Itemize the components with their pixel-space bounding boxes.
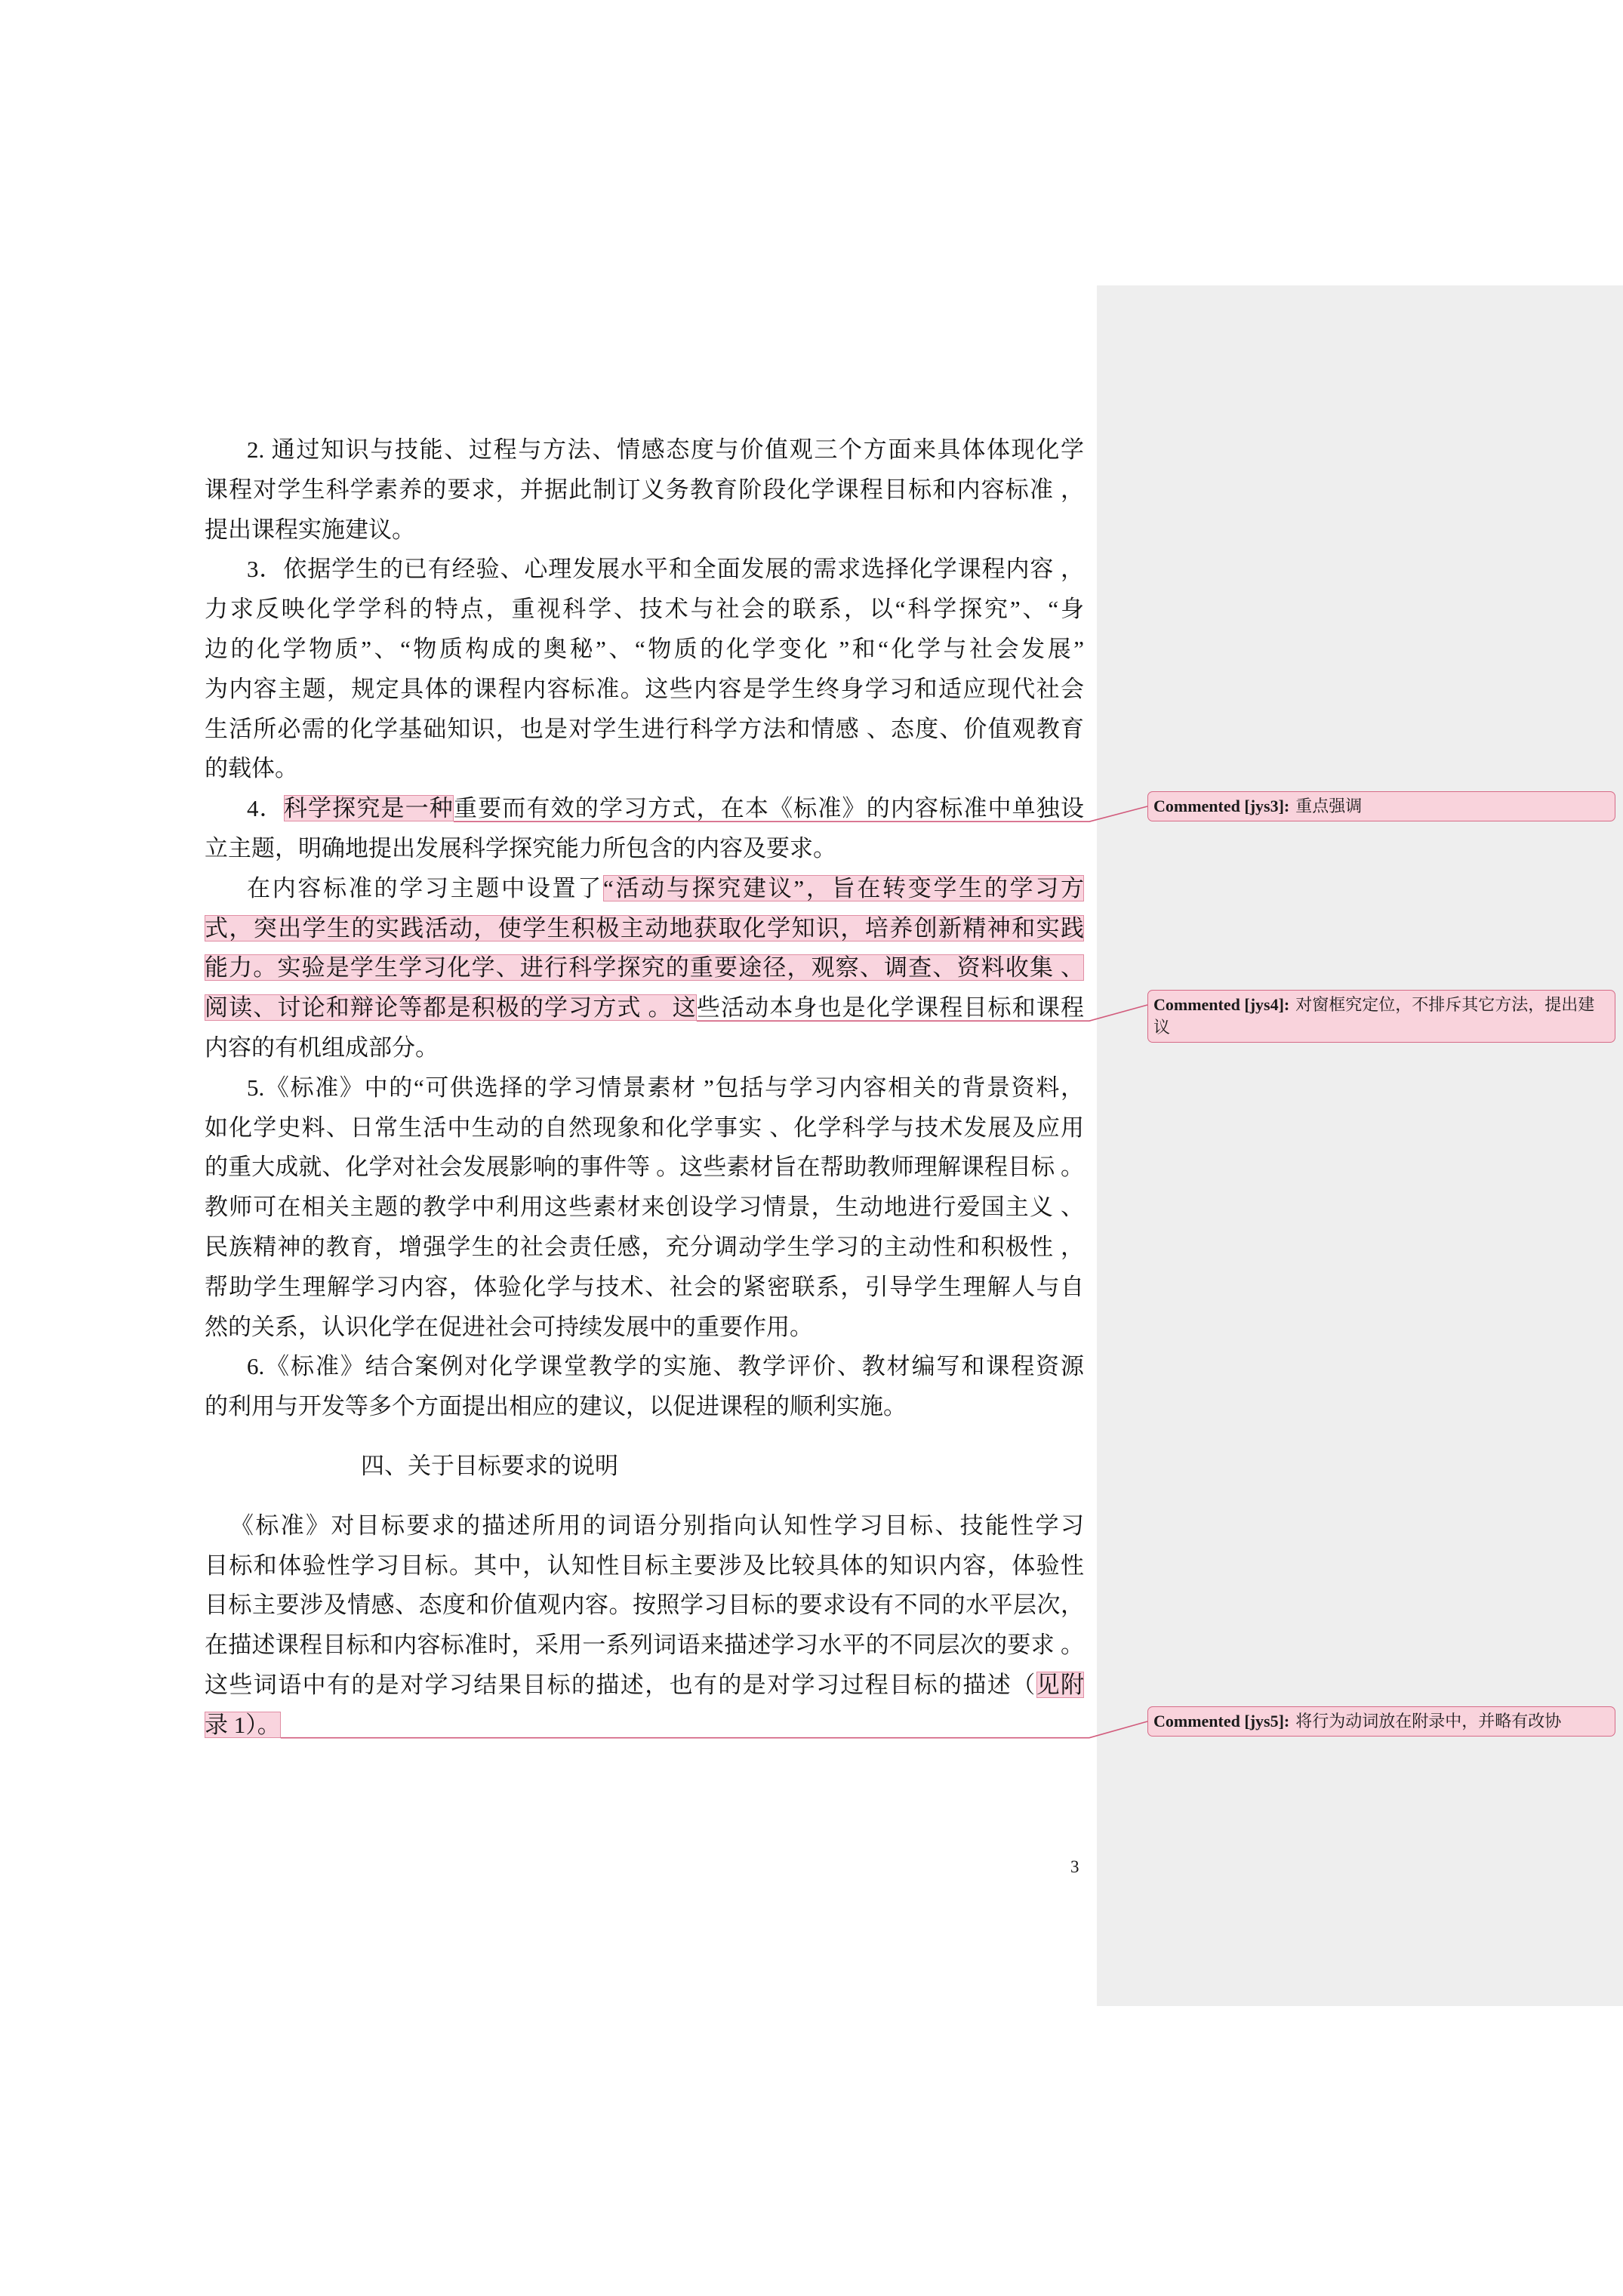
comment-balloon [1147,990,1615,1043]
commented-text-highlight: 见附 [1036,1671,1085,1698]
text-run: 边的化学物质”、“物质构成的奥秘”、“物质的化学变化 ”和“化学与社会发展” [205,635,1084,662]
text-run: 的重大成就、化学对社会发展影响的事件等 。这些素材旨在帮助教师理解课程目标 。 [205,1154,1084,1181]
text-run: 3．依据学生的已有经验、心理发展水平和全面发展的需求选择化学课程内容 ， [247,556,1084,583]
comment-text: 将行为动词放在附录中，并略有改协 [1295,1712,1562,1730]
text-line [205,1506,1084,1546]
text-run: 5.《标准》中的“可供选择的学习情景素材 ”包括与学习内容相关的背景资料， [247,1074,1084,1101]
text-line [205,869,1084,909]
text-run: 提出课程实施建议。 [205,516,415,543]
body-paragraph [205,869,1084,1068]
text-line [205,909,1084,949]
text-run: 6.《标准》结合案例对化学课堂教学的实施、教学评价、教材编写和课程资源 [247,1353,1084,1380]
text-run: 为内容主题，规定具体的课程内容标准。这些内容是学生终身学习和适应现代社会 [205,675,1084,702]
text-line [205,1546,1084,1586]
text-line [205,988,1084,1028]
body-paragraph [205,1347,1084,1427]
text-line [205,590,1084,630]
text-line [205,1308,1084,1348]
body-paragraph [205,1506,1084,1746]
text-run: 帮助学生理解学习内容，体验化学与技术、社会的紧密联系，引导学生理解人与自 [205,1273,1084,1300]
text-line [205,550,1084,590]
text-run: 然的关系，认识化学在促进社会可持续发展中的重要作用。 [205,1313,813,1340]
body-paragraph [205,789,1084,869]
section-heading: 四、关于目标要求的说明 [361,1452,618,1479]
text-line [205,1706,1084,1746]
document-body [205,430,1084,1746]
text-line [205,630,1084,670]
text-line [205,470,1084,510]
comment-author-label: Commented [jys3]: [1153,797,1290,815]
comment-pane [1097,285,1623,2006]
text-line [205,1347,1084,1387]
comment-author-label: Commented [jys4]: [1153,995,1290,1014]
text-run: 这些词语中有的是对学习结果目标的描述，也有的是对学习过程目标的描述（ [205,1671,1036,1698]
text-run: 2. 通过知识与技能、过程与方法、情感态度与价值观三个方面来具体体现化学 [247,436,1084,463]
text-line [205,1268,1084,1308]
text-line [205,1108,1084,1148]
text-line [205,1228,1084,1268]
text-run: 些活动本身也是化学课程目标和课程 [696,994,1084,1022]
commented-text-highlight: “活动与探究建议”，旨在转变学生的学习方 [602,874,1084,901]
text-run: 生活所必需的化学基础知识，也是对学生进行科学方法和情感 、态度、价值观教育 [205,715,1084,742]
text-line [205,789,1084,829]
text-line [205,670,1084,710]
page-number: 3 [1070,1857,1079,1876]
text-run: 《标准》对目标要求的描述所用的词语分别指向认知性学习目标、技能性学习 [230,1512,1084,1539]
commented-text-highlight: 阅读、讨论和辩论等都是积极的学习方式 。这 [205,994,697,1022]
text-line [205,948,1084,988]
body-section-lower [205,1506,1084,1746]
text-run: 重要而有效的学习方式，在本《标准》的内容标准中单独设 [453,795,1085,822]
text-run: 的利用与开发等多个方面提出相应的建议，以促进课程的顺利实施。 [205,1393,907,1420]
body-paragraph [205,550,1084,789]
comment-balloon [1147,1706,1615,1737]
body-section-upper [205,430,1084,1427]
text-run: 在内容标准的学习主题中设置了 [247,874,603,901]
text-run: 4． [247,795,284,822]
text-run: 课程对学生科学素养的要求，并据此制订义务教育阶段化学课程目标和内容标准 ， [205,476,1084,503]
comment-author-label: Commented [jys5]: [1153,1712,1290,1730]
text-line [205,430,1084,470]
text-run: 在描述课程目标和内容标准时，采用一系列词语来描述学习水平的不同层次的要求 。 [205,1632,1084,1659]
text-line [205,1188,1084,1228]
text-line [205,749,1084,789]
commented-text-highlight: 能力。实验是学生学习化学、进行科学探究的重要途径，观察、调查、资料收集 、 [205,954,1084,982]
text-line [205,1387,1084,1427]
text-run: 目标主要涉及情感、态度和价值观内容。按照学习目标的要求设有不同的水平层次， [205,1592,1084,1619]
text-run: 民族精神的教育，增强学生的社会责任感，充分调动学生学习的主动性和积极性 ， [205,1233,1084,1260]
comment-text: 重点强调 [1295,797,1363,815]
text-run: 内容的有机组成部分。 [205,1034,439,1061]
text-line [205,1666,1084,1706]
comment-balloon [1147,791,1615,821]
text-run: 如化学史料、日常生活中生动的自然现象和化学事实 、化学科学与技术发展及应用 [205,1114,1084,1141]
body-paragraph [205,1068,1084,1348]
text-line [205,1028,1084,1068]
text-line [205,510,1084,550]
text-line [205,1626,1084,1666]
text-line [205,829,1084,869]
commented-text-highlight: 录 1）。 [205,1711,281,1738]
text-run: 教师可在相关主题的教学中利用这些素材来创设学习情景，生动地进行爱国主义 、 [205,1194,1084,1221]
text-line [205,710,1084,750]
text-run: 的载体。 [205,755,298,782]
text-line [205,1068,1084,1108]
comment-text: 对窗框究定位，不排斥其它方法，提出建议 [1153,995,1595,1037]
commented-text-highlight: 式，突出学生的实践活动，使学生积极主动地获取化学知识，培养创新精神和实践 [205,914,1084,942]
text-line [205,1148,1084,1188]
text-run: 力求反映化学学科的特点，重视科学、技术与社会的联系，以“科学探究”、“身 [205,596,1084,623]
text-run: 目标和体验性学习目标。其中，认知性目标主要涉及比较具体的知识内容，体验性 [205,1552,1084,1579]
commented-text-highlight: 科学探究是一种 [283,795,454,822]
body-paragraph [205,430,1084,550]
text-run: 立主题，明确地提出发展科学探究能力所包含的内容及要求。 [205,834,836,861]
text-line [205,1586,1084,1626]
